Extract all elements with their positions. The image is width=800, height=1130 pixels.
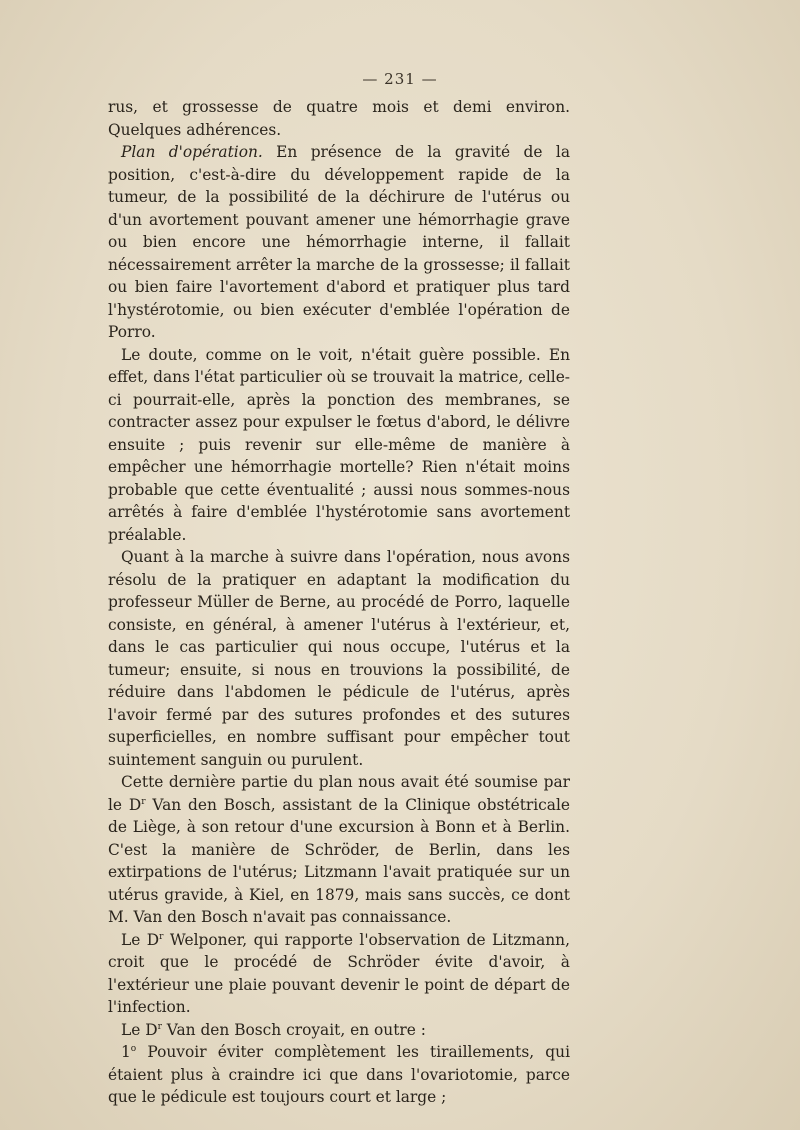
paragraph-1	[108, 96, 570, 141]
paragraph-5-pre: Cette dernière partie du plan nous avait été soumise par le D	[108, 773, 570, 814]
paragraph-7-sup: r	[157, 1021, 162, 1032]
paragraph-7	[108, 1019, 570, 1042]
paragraph-8-sup: o	[130, 1043, 137, 1054]
paragraph-6-pre: Le D	[121, 930, 160, 949]
paragraph-8-pre: 1	[121, 1043, 131, 1061]
paragraph-2-text: En présence de la gravité de la position, c'est-à-dire du développement rapide de la tumeur, de la possibilité de la déchirure de l'utérus ou d'un avortement pouvant amener une hémorrhagie grave ou bien encore une hémorrhagie interne, il fallait nécessairement arrêter la marche de la grossesse; il fallait ou bien faire l'avortement d'abord et pratiquer plus tard l'hystérotomie, ou bien exécuter d'emblée l'opération de Porro.	[108, 143, 570, 341]
paragraph-4-text: Quant à la marche à suivre dans l'opération, nous avons résolu de la pratiquer en adaptant la modification du professeur Müller de Berne, au procédé de Porro, laquelle consiste, en général, à amener l'utérus à l'extérieur, et, dans le cas particulier qui nous occupe, l'utérus et la tumeur; ensuite, si nous en trouvions la possibilité, de réduire dans l'abdomen le pédicule de l'utérus, après l'avoir fermé par des sutures profondes et des sutures superficielles, en nombre suffisant pour empêcher tout suintement sanguin ou purulent.	[108, 548, 570, 769]
paragraph-6-sup: r	[159, 931, 164, 942]
paragraph-3	[108, 344, 570, 547]
paragraph-7-pre: Le D	[121, 1020, 158, 1039]
paragraph-6-text: Welponer, qui rapporte l'observation de Litzmann, croit que le procédé de Schröder évite d'avoir, à l'extérieur une plaie pouvant devenir le point de départ de l'infection.	[108, 930, 570, 1016]
page-number: — 231 —	[362, 70, 438, 88]
paragraph-4	[108, 546, 570, 771]
paragraph-8	[108, 1041, 570, 1109]
paragraph-8-text: Pouvoir éviter complètement les tiraillements, qui étaient plus à craindre ici que dans l'ovariotomie, parce que le pédicule est toujours court et large ;	[108, 1043, 570, 1106]
paragraph-5	[108, 771, 570, 929]
paragraph-5-text: Van den Bosch, assistant de la Clinique obstétricale de Liège, à son retour d'une excursion à Bonn et à Berlin. C'est la manière de Schröder, de Berlin, dans les extirpations de l'utérus; Litzmann l'avait pratiquée sur un utérus gravide, à Kiel, en 1879, mais sans succès, ce dont M. Van den Bosch n'avait pas connaissance.	[108, 795, 571, 926]
paragraph-2	[108, 141, 570, 344]
paragraph-3-text: Le doute, comme on le voit, n'était guère possible. En effet, dans l'état particulier où se trouvait la matrice, celle-ci pourrait-elle, après la ponction des membranes, se contracter assez pour expulser le fœtus d'abord, le délivre ensuite ; puis revenir sur elle-même de manière à empêcher une hémorrhagie mortelle? Rien n'était moins probable que cette éventualité ; aussi nous sommes-nous arrêtés à faire d'emblée l'hystérotomie sans avortement préalable.	[108, 345, 570, 544]
paragraph-5-sup: r	[141, 796, 146, 807]
paragraph-1-text: rus, et grossesse de quatre mois et demi environ. Quelques adhérences.	[108, 98, 570, 139]
body-text	[108, 96, 570, 1109]
paragraph-2-lead: Plan d'opération.	[121, 143, 263, 161]
paragraph-7-text: Van den Bosch croyait, en outre :	[161, 1020, 426, 1039]
paragraph-6	[108, 929, 570, 1019]
